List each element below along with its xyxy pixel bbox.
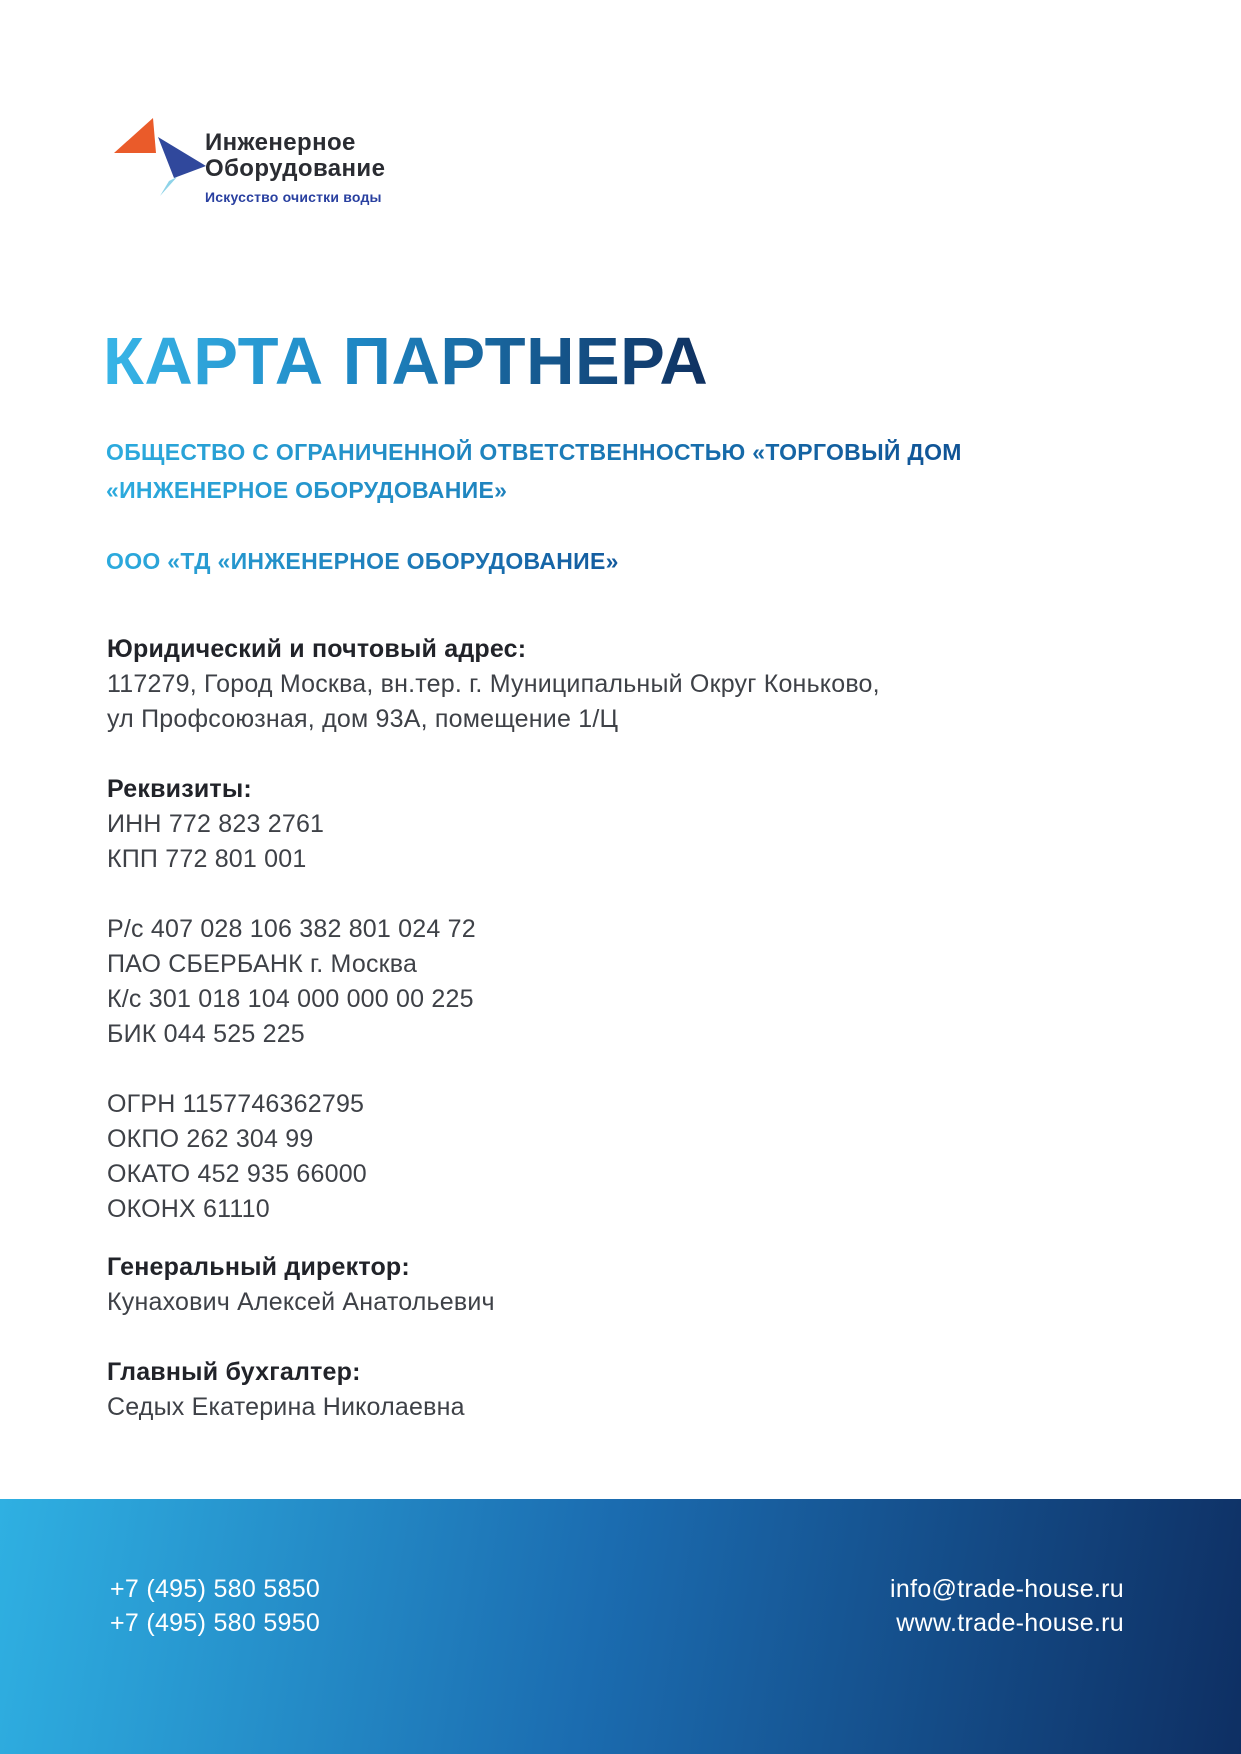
accountant-name: Седых Екатерина Николаевна	[107, 1393, 465, 1421]
spacer	[107, 737, 1137, 772]
requisite-okato: ОКАТО 452 935 66000	[107, 1160, 367, 1188]
company-full-name-line1: ОБЩЕСТВО С ОГРАНИЧЕННОЙ ОТВЕТСТВЕННОСТЬЮ «ТОРГОВЫЙ ДОМ	[106, 439, 962, 465]
accountant-heading: Главный бухгалтер:	[107, 1358, 361, 1386]
page-title: КАРТА ПАРТНЕРА	[103, 324, 709, 399]
footer-phones	[110, 1572, 320, 1640]
company-full-name	[106, 433, 1026, 509]
footer-website: www.trade-house.ru	[896, 1609, 1124, 1637]
requisite-bik: БИК 044 525 225	[107, 1020, 305, 1048]
address-line: 117279, Город Москва, вн.тер. г. Муниципальный Округ Коньково,	[107, 670, 880, 698]
footer-web-contacts	[890, 1572, 1124, 1640]
spacer	[107, 1320, 1137, 1355]
logo-blue-triangle	[158, 137, 206, 178]
requisite-bank: ПАО СБЕРБАНК г. Москва	[107, 950, 418, 978]
address-heading: Юридический и почтовый адрес:	[107, 635, 527, 663]
footer-phone-1: +7 (495) 580 5850	[110, 1575, 321, 1603]
requisite-kpp: КПП 772 801 001	[107, 845, 307, 873]
company-logo-icon	[114, 116, 206, 196]
requisite-inn: ИНН 772 823 2761	[107, 810, 325, 838]
company-logo-text	[205, 130, 385, 205]
director-heading: Генеральный директор:	[107, 1253, 410, 1281]
requisite-okonh: ОКОНХ 61110	[107, 1195, 270, 1223]
logo-name-line2: Оборудование	[205, 155, 386, 182]
footer-email: info@trade-house.ru	[890, 1575, 1124, 1603]
footer	[0, 1499, 1241, 1754]
requisite-okpo: ОКПО 262 304 99	[107, 1125, 314, 1153]
company-short-name: ООО «ТД «ИНЖЕНЕРНОЕ ОБОРУДОВАНИЕ»	[106, 548, 619, 574]
requisites-heading: Реквизиты:	[107, 775, 252, 803]
requisite-ogrn: ОГРН 1157746362795	[107, 1090, 365, 1118]
footer-phone-2: +7 (495) 580 5950	[110, 1609, 321, 1637]
spacer	[107, 877, 1137, 912]
company-full-name-line2: «ИНЖЕНЕРНОЕ ОБОРУДОВАНИЕ»	[106, 477, 508, 503]
details-section	[107, 632, 1137, 1425]
requisite-corr-account: К/с 301 018 104 000 000 00 225	[107, 985, 474, 1013]
logo-orange-triangle	[114, 118, 156, 153]
logo-tagline: Искусство очистки воды	[205, 189, 382, 205]
spacer	[107, 1052, 1137, 1087]
logo-cyan-triangle	[160, 177, 177, 196]
logo-name-line1: Инженерное	[205, 129, 356, 156]
director-name: Кунахович Алексей Анатольевич	[107, 1288, 495, 1316]
requisite-account: Р/с 407 028 106 382 801 024 72	[107, 915, 476, 943]
address-line: ул Профсоюзная, дом 93А, помещение 1/Ц	[107, 705, 619, 733]
spacer	[107, 1227, 1137, 1250]
